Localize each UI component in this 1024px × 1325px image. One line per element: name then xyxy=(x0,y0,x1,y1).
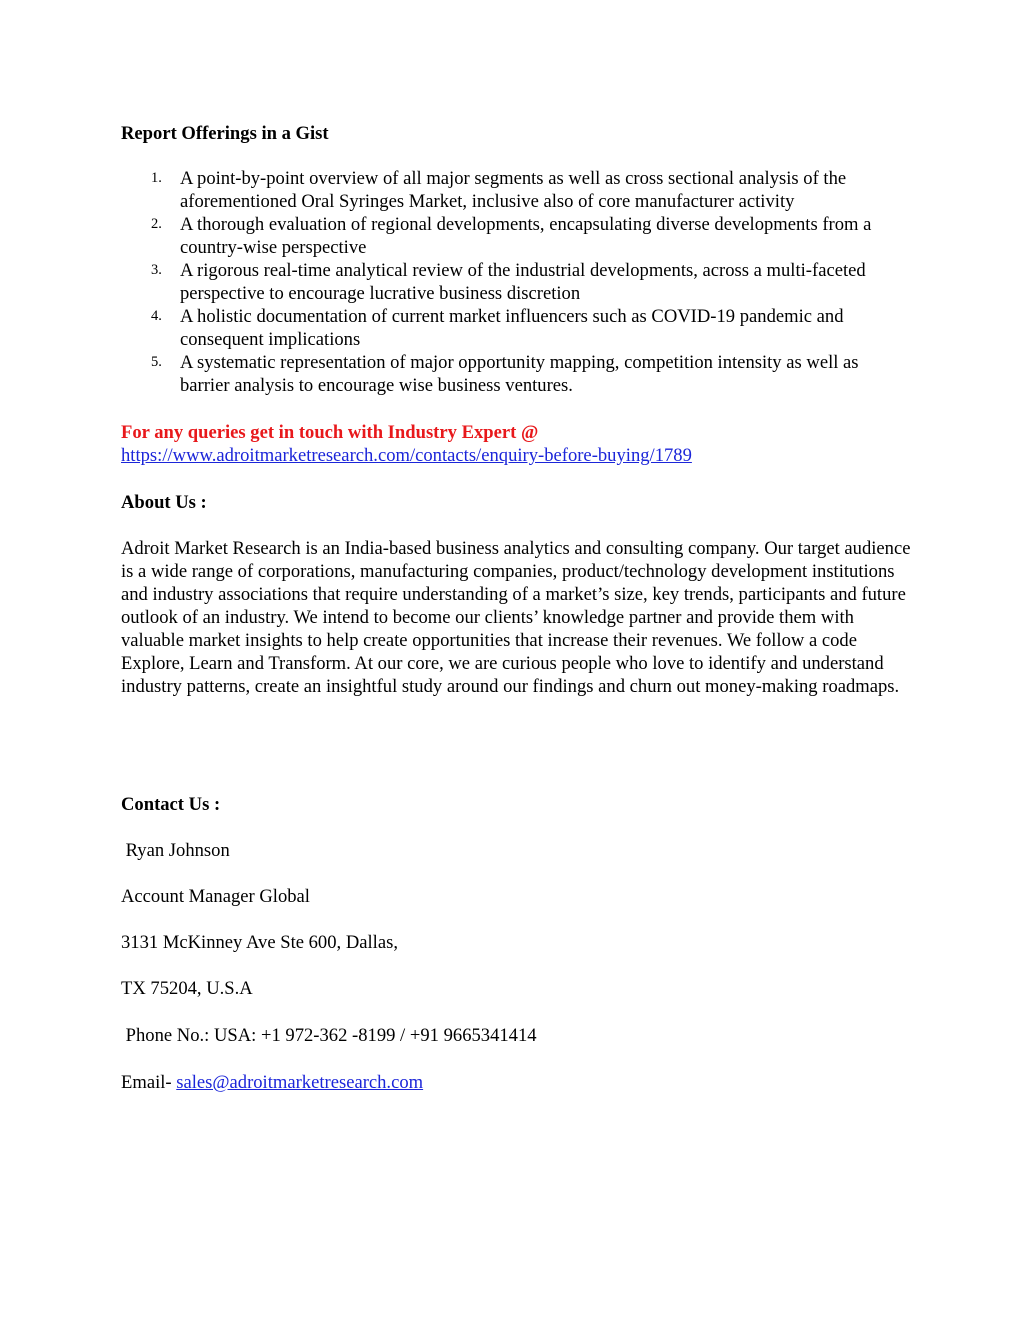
offerings-list xyxy=(121,167,911,397)
queries-section xyxy=(121,421,911,467)
queries-text: For any queries get in touch with Industry Expert @ xyxy=(121,422,539,443)
list-item xyxy=(121,259,911,305)
contact-address-line1: 3131 McKinney Ave Ste 600, Dallas, xyxy=(121,932,398,953)
contact-title: Account Manager Global xyxy=(121,886,310,907)
list-item-number: 1. xyxy=(151,170,162,186)
contact-address-line2: TX 75204, U.S.A xyxy=(121,978,253,999)
contact-name: Ryan Johnson xyxy=(121,840,230,861)
contact-email-row xyxy=(121,1071,911,1094)
list-item-text: A holistic documentation of current market influencers such as COVID-19 pandemic and consequent implications xyxy=(180,306,844,350)
list-item-text: A rigorous real-time analytical review of the industrial developments, across a multi-faceted perspective to encourage lucrative business discretion xyxy=(180,260,866,304)
list-item-text: A systematic representation of major opportunity mapping, competition intensity as well as barrier analysis to encourage wise business ventures. xyxy=(180,352,859,396)
offerings-heading: Report Offerings in a Gist xyxy=(121,123,329,144)
list-item xyxy=(121,351,911,397)
about-heading: About Us : xyxy=(121,492,207,513)
contact-phone: Phone No.: USA: +1 972-362 -8199 / +91 9665341414 xyxy=(121,1025,537,1046)
contact-heading: Contact Us : xyxy=(121,794,221,815)
list-item-number: 4. xyxy=(151,308,162,324)
list-item-text: A thorough evaluation of regional developments, encapsulating diverse developments from a country-wise perspective xyxy=(180,214,872,258)
list-item-number: 2. xyxy=(151,216,162,232)
list-item-text: A point-by-point overview of all major segments as well as cross sectional analysis of the aforementioned Oral Syringes Market, inclusive also of core manufacturer activity xyxy=(180,168,847,212)
about-body: Adroit Market Research is an India-based business analytics and consulting company. Our target audience is a wide range of corporations, manufacturing companies, product/technology development institutions and industry associations that require understanding of a market’s size, key trends, participants and future outlook of an industry. We intend to become our clients’ knowledge partner and provide them with valuable market insights to help create opportunities that increase their revenues. We follow a code Explore, Learn and Transform. At our core, we are curious people who love to identify and understand industry patterns, create an insightful study around our findings and churn out money-making roadmaps. xyxy=(121,538,911,697)
list-item xyxy=(121,305,911,351)
list-item xyxy=(121,213,911,259)
list-item xyxy=(121,167,911,213)
list-item-number: 5. xyxy=(151,354,162,370)
email-link[interactable]: sales@adroitmarketresearch.com xyxy=(176,1072,424,1093)
enquiry-link[interactable]: https://www.adroitmarketresearch.com/contacts/enquiry-before-buying/1789 xyxy=(121,445,692,466)
list-item-number: 3. xyxy=(151,262,162,278)
email-label: Email- xyxy=(121,1072,177,1093)
